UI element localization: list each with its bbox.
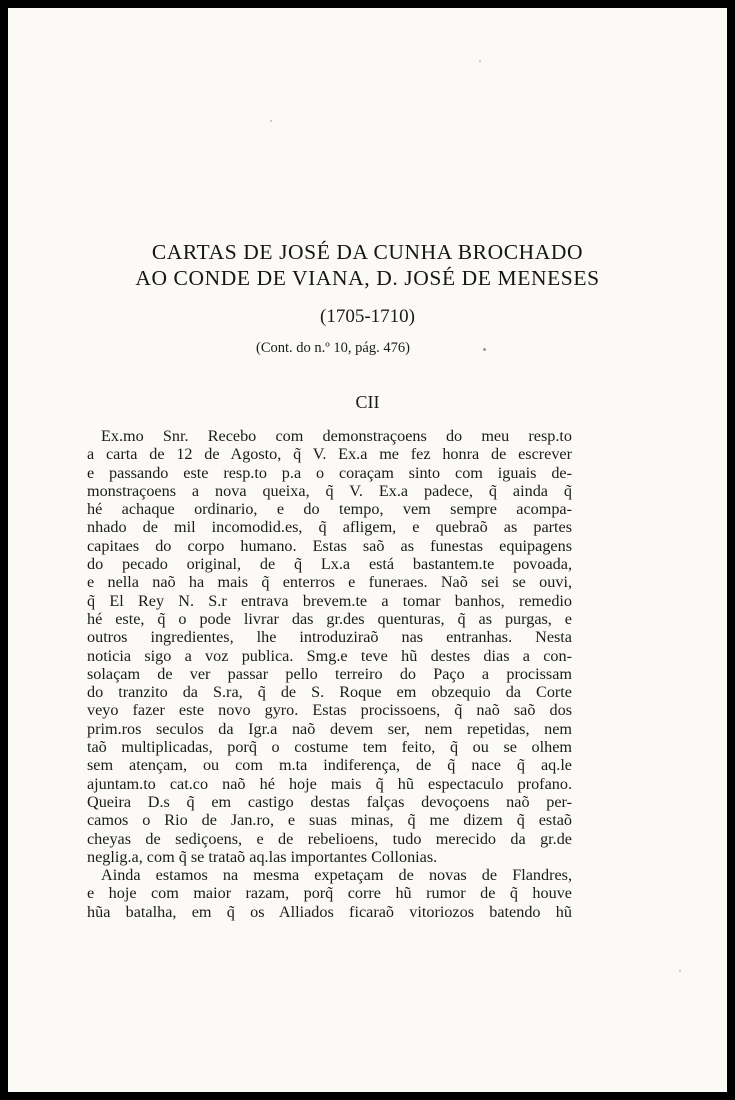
text-line: outros ingredientes, lhe introduziraõ nas entranhas. Nesta	[87, 628, 572, 647]
text-line: noticia sigo a voz publica. Smg.e teve hũ destes dias a con-	[87, 646, 572, 665]
paper-speck	[270, 120, 272, 122]
text-line: capitaes do corpo humano. Estas saõ as funestas equipagens	[87, 536, 572, 555]
text-line: taõ multiplicadas, porq̃ o costume tem feito, q̃ ou se olhem	[87, 738, 572, 757]
text-line: veyo fazer este novo gyro. Estas procissoens, q̃ naõ saõ dos	[87, 701, 572, 720]
text-line: a carta de 12 de Agosto, q̃ V. Ex.a me fez honra de escrever	[87, 445, 572, 464]
text-line: camos o Rio de Jan.ro, e suas minas, q̃ me dizem q̃ estaõ	[87, 811, 572, 830]
letter-body	[87, 427, 572, 921]
text-line: Queira D.s q̃ em castigo destas falças devoçoens naõ per-	[87, 792, 572, 811]
date-range: (1705-1710)	[320, 306, 415, 327]
paper-speck	[679, 970, 681, 972]
text-line: solaçam de ver passar pello terreiro do Paço a procissam	[87, 664, 572, 683]
paper-speck	[483, 348, 486, 351]
text-line: e hoje com maior razam, porq̃ corre hũ rumor de q̃ houve	[87, 884, 572, 903]
text-line: hé este, q̃ o pode livrar das gr.des quenturas, q̃ as purgas, e	[87, 609, 572, 628]
text-line: nhado de mil incomodid.es, q̃ afligem, e quebraõ as partes	[87, 518, 572, 537]
text-line: do tranzito da S.ra, q̃ de S. Roque em obzequio da Corte	[87, 683, 572, 702]
letter-number: CII	[355, 392, 380, 412]
paper-speck	[479, 60, 481, 62]
continuation-note: (Cont. do n.º 10, pág. 476)	[256, 340, 410, 356]
text-line: Ainda estamos na mesma expetaçam de novas de Flandres,	[101, 866, 572, 885]
text-line: prim.ros seculos da Igr.a naõ devem ser, nem repetidas, nem	[87, 719, 572, 738]
text-line: ajuntam.to cat.co naõ hé hoje mais q̃ hũ espectaculo profano.	[87, 774, 572, 793]
text-line: do pecado original, de q̃ Lx.a está bastantem.te povoada,	[87, 555, 572, 574]
text-line: monstraçoens a nova queixa, q̃ V. Ex.a padece, q̃ ainda q̃	[87, 481, 572, 500]
text-line: hũa batalha, em q̃ os Alliados ficaraõ vitoriozos batendo hũ	[87, 902, 572, 921]
text-line: q̃ El Rey N. S.r entrava brevem.te a tomar banhos, remedio	[87, 591, 572, 610]
title-line-2: AO CONDE DE VIANA, D. JOSÉ DE MENESES	[135, 266, 600, 290]
text-line: hé achaque ordinario, e do tempo, vem sempre acompa-	[87, 500, 572, 519]
text-line: e passando este resp.to p.a o coraçam sinto com iguais de-	[87, 463, 572, 482]
text-line: sem atençam, ou com m.ta indiferença, de q̃ nace q̃ aq.le	[87, 756, 572, 775]
document-page	[8, 8, 727, 1092]
title-line-1: CARTAS DE JOSÉ DA CUNHA BROCHADO	[151, 240, 584, 264]
text-line: neglig.a, com q̃ se trataõ aq.las importantes Collonias.	[87, 847, 438, 866]
text-line: cheyas de sediçoens, e de rebelioens, tudo merecido da gr.de	[87, 829, 572, 848]
text-line: e nella naõ ha mais q̃ enterros e funeraes. Naõ sei se ouvi,	[87, 573, 572, 592]
text-line: Ex.mo Snr. Recebo com demonstraçoens do meu resp.to	[101, 427, 572, 445]
